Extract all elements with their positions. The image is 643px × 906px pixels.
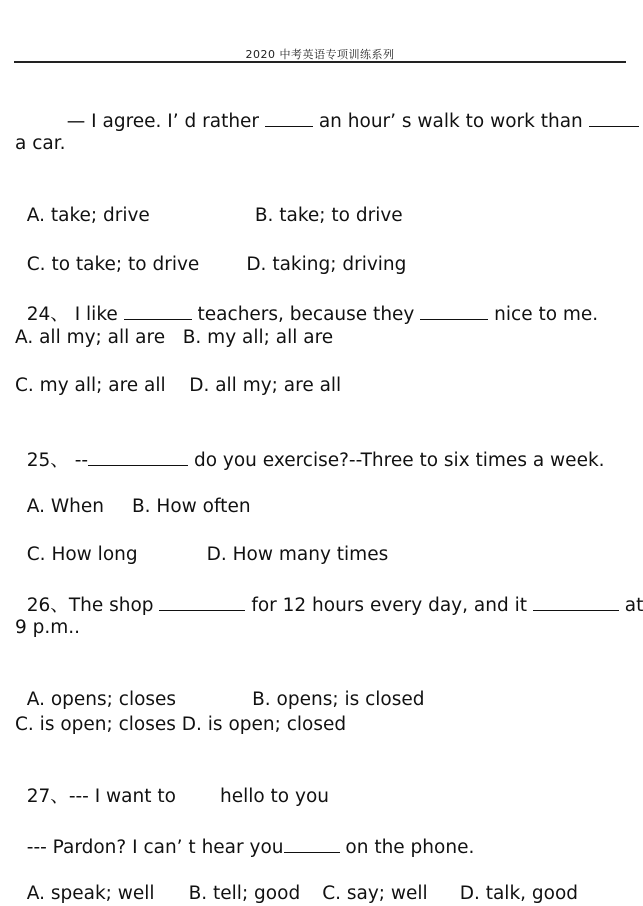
q25-number: 25、	[26, 450, 69, 471]
q26-text-a: The shop	[68, 595, 154, 616]
q27-text-line2-b: on the phone.	[345, 837, 475, 858]
q24-number: 24、	[26, 304, 69, 325]
q27-line2	[15, 810, 474, 860]
q25-option-a: A. When	[26, 496, 104, 517]
q27-options	[15, 858, 578, 906]
q24-options-cd: C. my all; are all D. all my; are all	[15, 375, 342, 396]
q25-options-ab	[15, 471, 251, 519]
q27-option-c: C. say; well	[322, 883, 428, 904]
q27-option-b: B. tell; good	[188, 883, 301, 904]
q26-option-a: A. opens; closes	[26, 689, 177, 710]
q27-text-b: hello to you	[219, 786, 329, 807]
q23-text-prefix: — I agree. I’ d rather	[66, 111, 260, 132]
q24-blank-1	[124, 301, 192, 320]
q26-number: 26、	[26, 595, 69, 616]
q24-stem	[15, 277, 598, 327]
q25-stem	[15, 423, 605, 473]
q26-option-b: B. opens; is closed	[252, 689, 425, 710]
q26-line2: 9 p.m..	[15, 617, 81, 638]
q24-blank-2	[420, 301, 488, 320]
q26-options-ab	[15, 664, 425, 712]
q23-option-b: B. take; to drive	[254, 205, 403, 226]
q24-text-a: I like	[74, 304, 118, 325]
q27-number: 27、	[26, 786, 69, 807]
q27-blank	[284, 834, 340, 853]
q23-blank-2	[589, 108, 639, 127]
q23-options-cd	[15, 229, 406, 277]
q27-option-d: D. talk, good	[459, 883, 579, 904]
q25-option-c: C. How long	[26, 544, 138, 565]
q26-options-cd: C. is open; closes D. is open; closed	[15, 714, 347, 735]
q25-options-cd	[15, 519, 388, 567]
header-rule	[14, 61, 626, 63]
q23-option-c: C. to take; to drive	[26, 254, 200, 275]
q26-text-b: for 12 hours every day, and it	[251, 595, 527, 616]
q23-options-ab	[15, 180, 403, 228]
q25-text-a: --	[74, 450, 89, 471]
q23-blank-1	[265, 108, 313, 127]
q25-option-b: B. How often	[131, 496, 251, 517]
q24-text-b: teachers, because they	[197, 304, 415, 325]
q26-blank-1	[159, 592, 245, 611]
q25-option-d: D. How many times	[206, 544, 389, 565]
q24-options-ab: A. all my; all are B. my all; all are	[15, 327, 334, 348]
q27-stem	[15, 761, 329, 809]
q23-line2: a car.	[15, 133, 66, 154]
q26-blank-2	[533, 592, 619, 611]
q27-text-line2-a: --- Pardon? I can’ t hear you	[26, 837, 284, 858]
q23-option-d: D. taking; driving	[246, 254, 407, 275]
q23-option-a: A. take; drive	[26, 205, 150, 226]
q27-text-a: --- I want to	[68, 786, 176, 807]
q26-stem	[15, 568, 643, 618]
q26-text-c: at	[624, 595, 643, 616]
q24-text-c: nice to me.	[494, 304, 599, 325]
q25-blank	[88, 447, 188, 466]
q25-text-b: do you exercise?--Three to six times a week.	[193, 450, 605, 471]
q23-line1	[55, 84, 639, 134]
q23-text-mid: an hour’ s walk to work than	[318, 111, 583, 132]
q27-option-a: A. speak; well	[26, 883, 155, 904]
page-header-title: 2020 中考英语专项训练系列	[245, 48, 395, 61]
